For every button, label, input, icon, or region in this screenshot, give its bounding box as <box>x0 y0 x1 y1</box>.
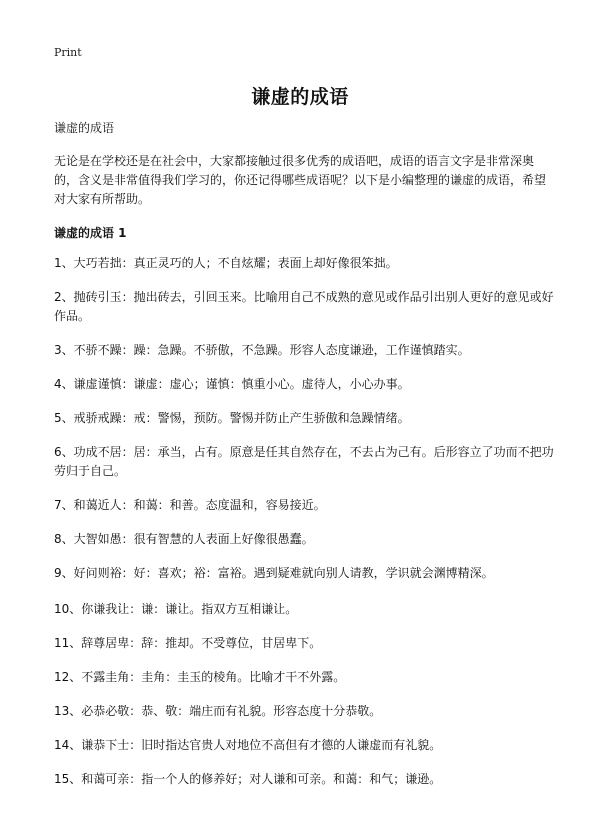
idiom-item: 3、不骄不躁：躁：急躁。不骄傲，不急躁。形容人态度谦逊，工作谨慎踏实。 <box>54 343 470 357</box>
idiom-item: 9、好问则裕：好：喜欢；裕：富裕。遇到疑难就向别人请教，学识就会渊博精深。 <box>54 566 494 580</box>
idiom-item: 5、戒骄戒躁：戒：警惕，预防。警惕并防止产生骄傲和急躁情绪。 <box>54 411 410 425</box>
idiom-item: 4、谦虚谨慎：谦虚：虚心；谨慎：慎重小心。虚待人，小心办事。 <box>54 377 410 391</box>
idiom-item: 12、不露圭角：圭角：圭玉的棱角。比喻才干不外露。 <box>54 670 346 684</box>
article-body <box>54 119 554 804</box>
idiom-item: 15、和蔼可亲：指一个人的修养好；对人谦和可亲。和蔼：和气；谦逊。 <box>54 772 442 786</box>
idiom-item: 6、功成不居：居：承当，占有。原意是任其自然存在，不去占为己有。后形容立了功而不把功劳归于自己。 <box>54 445 554 478</box>
idiom-item: 14、谦恭下士：旧时指达官贵人对地位不高但有才德的人谦虚而有礼貌。 <box>54 738 442 752</box>
idiom-item: 7、和蔼近人：和蔼：和善。态度温和，容易接近。 <box>54 498 326 512</box>
idiom-item: 1、大巧若拙：真正灵巧的人；不自炫耀；表面上却好像很笨拙。 <box>54 256 398 270</box>
idiom-item: 13、必恭必敬：恭、敬：端庄而有礼貌。形容态度十分恭敬。 <box>54 704 382 718</box>
print-link[interactable]: Print <box>54 46 82 59</box>
intro-paragraph: 无论是在学校还是在社会中，大家都接触过很多优秀的成语吧，成语的语言文字是非常深奥的，含义是非常值得我们学习的，你还记得哪些成语呢？以下是小编整理的谦虚的成语，希望对大家有所帮助。 <box>54 154 547 206</box>
page-title: 谦虚的成语 <box>251 86 349 108</box>
idiom-item: 8、大智如愚：很有智慧的人表面上好像很愚蠢。 <box>54 532 314 546</box>
idiom-item: 10、你谦我让：谦：谦让。指双方互相谦让。 <box>54 602 298 616</box>
idiom-item: 11、辞尊居卑：辞：推却。不受尊位，甘居卑下。 <box>54 636 322 650</box>
section-heading: 谦虚的成语 1 <box>54 226 127 240</box>
article-subtitle: 谦虚的成语 <box>54 121 115 135</box>
idiom-item: 2、抛砖引玉：抛出砖去，引回玉来。比喻用自己不成熟的意见或作品引出别人更好的意见或好作品。 <box>54 290 554 323</box>
